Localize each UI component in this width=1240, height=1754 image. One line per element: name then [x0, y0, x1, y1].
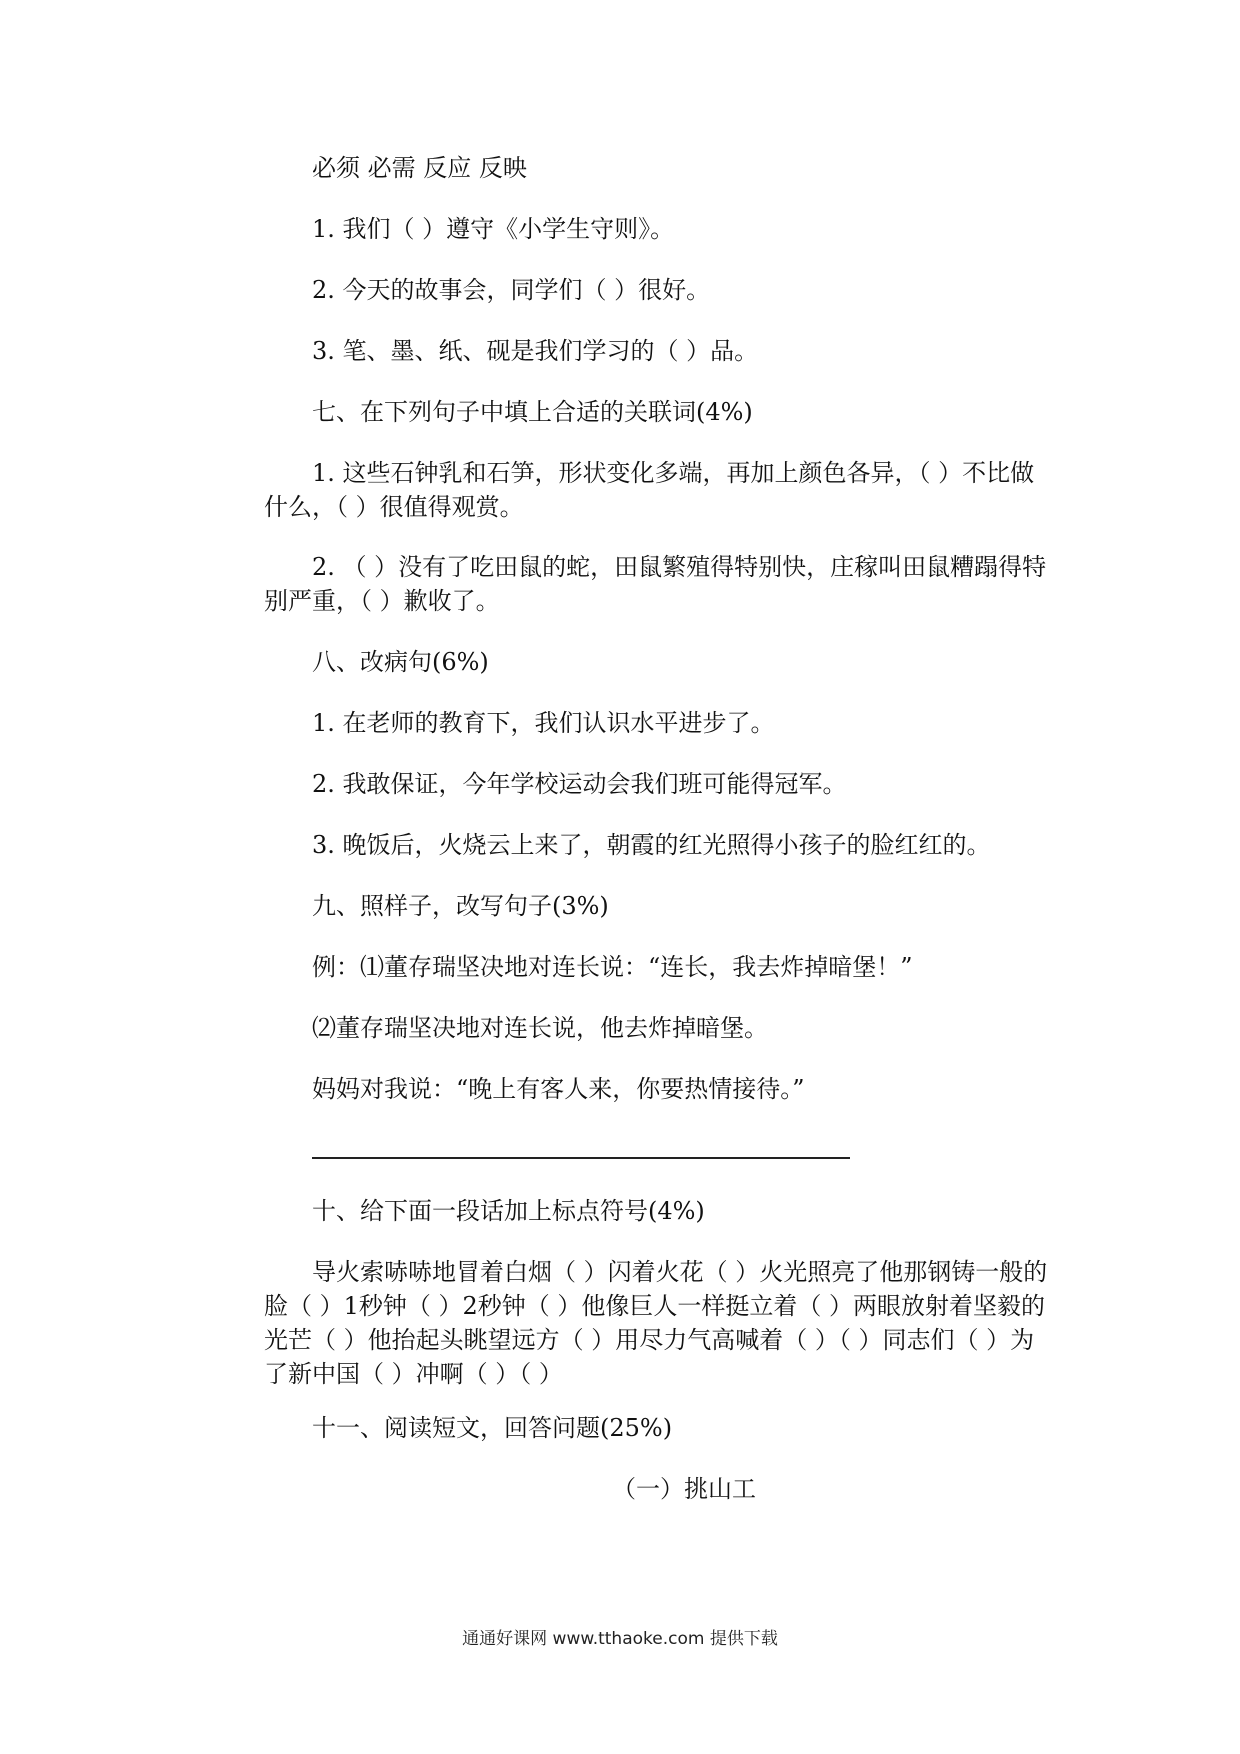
sec9-example-1: 例：⑴董存瑞坚决地对连长说：“连长，我去炸掉暗堡！” [312, 953, 913, 981]
sec7-heading: 七、在下列句子中填上合适的关联词(4%) [312, 398, 753, 426]
sec8-heading: 八、改病句(6%) [312, 648, 489, 676]
sec6-item-2: 2. 今天的故事会，同学们（ ）很好。 [312, 276, 711, 304]
sec11-heading: 十一、阅读短文，回答问题(25%) [312, 1414, 673, 1442]
sec6-item-3: 3. 笔、墨、纸、砚是我们学习的（ ）品。 [312, 337, 759, 365]
word-options: 必须 必需 反应 反映 [312, 154, 527, 182]
sec9-heading: 九、照样子，改写句子(3%) [312, 892, 609, 920]
sec8-item-2: 2. 我敢保证，今年学校运动会我们班可能得冠军。 [312, 770, 847, 798]
sec8-item-3: 3. 晚饭后，火烧云上来了，朝霞的红光照得小孩子的脸红红的。 [312, 831, 991, 859]
sec9-question: 妈妈对我说：“晚上有客人来，你要热情接待。” [312, 1075, 805, 1103]
sec9-example-2: ⑵董存瑞坚决地对连长说，他去炸掉暗堡。 [312, 1014, 768, 1042]
answer-line [312, 1157, 850, 1159]
passage-title: （一）挑山工 [612, 1475, 756, 1503]
sec8-item-1: 1. 在老师的教育下，我们认识水平进步了。 [312, 709, 775, 737]
sec7-item-1: 1. 这些石钟乳和石笋，形状变化多端，再加上颜色各异，（ ）不比做什么，（ ）很值得观赏。 [264, 459, 1035, 521]
page-footer: 通通好课网 www.tthaoke.com 提供下载 [462, 1629, 778, 1649]
sec7-item-2: 2. （ ）没有了吃田鼠的蛇，田鼠繁殖得特别快，庄稼叫田鼠糟蹋得特别严重，（ ）歉收了。 [264, 553, 1047, 615]
sec6-item-1: 1. 我们（ ）遵守《小学生守则》。 [312, 215, 675, 243]
sec10-paragraph: 导火索哧哧地冒着白烟（ ）闪着火花（ ）火光照亮了他那钢铸一般的脸（ ）1秒钟（ ）2秒钟（ ）他像巨人一样挺立着（ ）两眼放射着坚毅的光芒（ ）他抬起头眺望远方（ ）用尽力气高喊着（ ）（ ）同志们（ ）为了新中国（ ）冲啊（ ）（ ） [264, 1258, 1048, 1388]
sec10-heading: 十、给下面一段话加上标点符号(4%) [312, 1197, 705, 1225]
